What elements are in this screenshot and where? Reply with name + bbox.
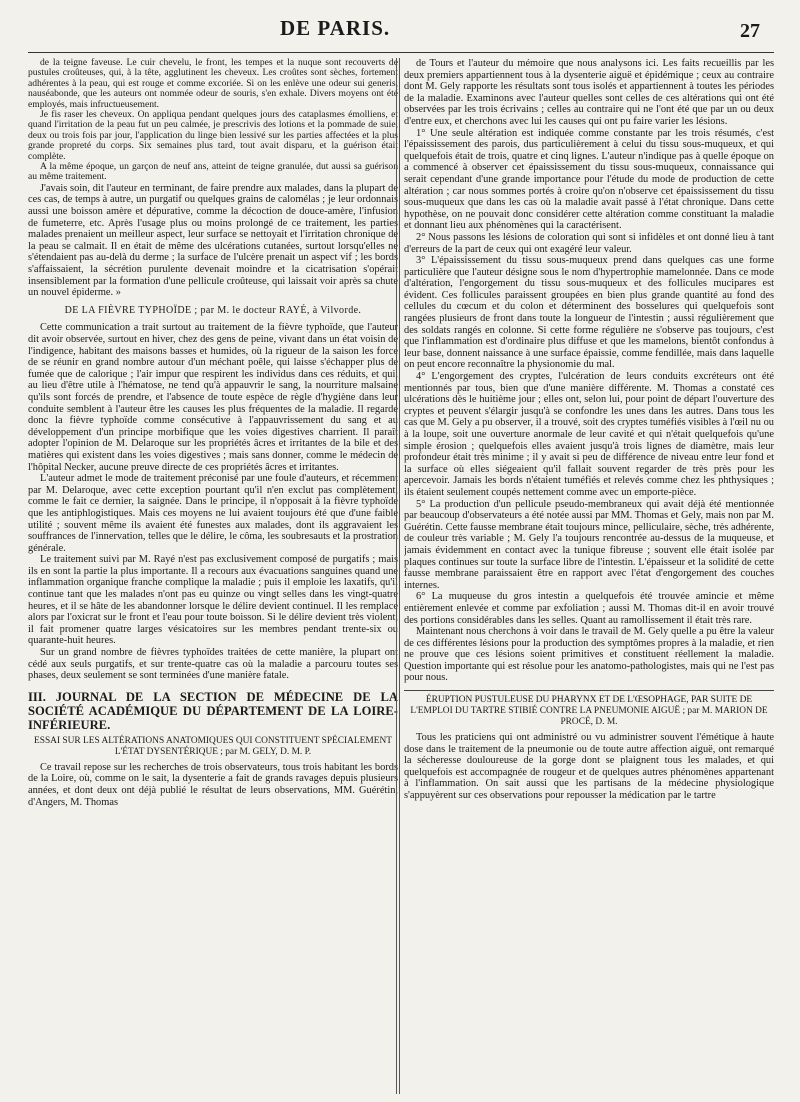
paragraph: de Tours et l'auteur du mémoire que nous analysons ici. Les faits recueillis par les deux premiers appartiennent tous à la dysenterie aiguë et épidémique ; ceux au contraire dont M. Gely rapporte les résultats sont tous isolés et appartiennent à toutes les périodes de la maladie. Examinons avec l'auteur quelles sont celles de ces altérations qui ont été observées par les trois écrivains ; celles au contraire qui ne l'ont été que par un ou deux d'entre eux, et cherchons avec lui les causes qui ont pu faire varier les lésions. [404, 58, 774, 127]
paragraph: 5° La production d'un pellicule pseudo-membraneux qui avait déjà été mentionnée par beaucoup d'observateurs a été notée aussi par MM. Thomas et Gely, mais non par M. Guérétin. Cette fausse membrane était toujours mince, pelliculaire, sèche, très adhérente, de couleur très variable ; M. Gely l'a toujours rencontrée au-dessus de la muqueuse, et jamais évidemment en contact avec la tunique fibreuse ; souvent elle était isolée par plaques continues sur toute la surface libre de l'intestin. L'épaisseur et la solidité de cette fausse membrane paraissaient être en rapport avec l'état d'engorgement des couches internes. [404, 498, 774, 591]
paragraph: Ce travail repose sur les recherches de trois observateurs, tous trois habitant les bords de la Loire, où, comme on le sait, la dysenterie a fait de grands ravages depuis plusieurs années, et dont deux ont déjà publié le résultat de leurs observations, MM. Guérétin, d'Angers, M. Thomas [28, 761, 398, 808]
paragraph: 6° La muqueuse du gros intestin a quelquefois été trouvée amincie et même entièrement enlevée et comme par exfoliation ; aussi M. Thomas dit-il en avoir trouvé des portions considérables dans les selles. Quant au ramollissement il était très rare. [404, 591, 774, 626]
section-heading: DE LA FIÈVRE TYPHOÏDE ; par M. le docteur RAYÉ, à Vilvorde. [64, 304, 362, 316]
paragraph: Maintenant nous cherchons à voir dans le travail de M. Gely quelle a pu être la valeur de ces différentes lésions pour la production des symptômes propres à la maladie, et rien ne prouve que ces lésions soient primitives et constituent réellement la maladie. Question importante qui est résolue pour les anatomo-pathologistes, mais qui ne l'est pas pour nous. [404, 626, 774, 684]
paragraph: L'auteur admet le mode de traitement préconisé par une foule d'auteurs, et récemment par M. Delaroque, avec cette exception pourtant qu'il n'en exclut pas complètement, comme le fait ce dernier, la saignée. Dans le principe, il n'opposait à la fièvre typhoïde que les antiphlogistiques. Mais ces moyens ne lui avaient toujours été que d'une faible utilité ; souvent même ils avaient été funestes aux malades, dont ils aggravaient les souffrances de l'innervation, telles que le délire, le côma, les soubresauts et la prostration générale. [28, 473, 398, 554]
paragraph: 4° L'engorgement des cryptes, l'ulcération de leurs conduits excréteurs ont été mentionnés par tous, bien que d'une manière différente. M. Thomas a constaté ces ulcérations dès le huitième jour ; elles ont, selon lui, pour point de départ l'ouverture des cryptes et peuvent s'élargir jusqu'à se confondre les unes dans les autres. Dans tous les cas que M. Gely a pu observer, il a trouvé, soit des cryptes tuméfiés visibles à l'œil nu ou à la loupe, soit une ouverture anormale de leur cavité et qui n'était quelquefois qu'une simple érosion ; quelquefois elles avaient jusqu'à trois lignes de diamètre, mais leur profondeur était très minime ; il y avait si peu de différence de niveau entre leur fond et la surface où elles siégeaient qu'il fallait souvent regarder de très près pour les apercevoir. Jamais les bords n'étaient tuméfiés et relevés comme chez les phthysiques ; ils étaient seulement coupés nettement comme avec un emporte-pièce. [404, 371, 774, 498]
section-rule [404, 690, 774, 691]
paragraph: A la même époque, un garçon de neuf ans, atteint de teigne granulée, dut aussi sa guérison au même traitement. [28, 161, 398, 183]
journal-running-title: DE PARIS. [280, 16, 391, 40]
left-column [28, 58, 398, 1094]
paragraph: 2° Nous passons les lésions de coloration qui sont si infidèles et ont donné lieu à tant d'erreurs de la part de ceux qui ont exagéré leur valeur. [404, 231, 774, 255]
paragraph: 1° Une seule altération est indiquée comme constante par les trois résumés, c'est l'épaississement des parois, dus particulièrement à celui du tissu sous-muqueux, et qui quelquefois était de trois, quatre et cinq lignes. L'auteur n'indique pas à quelle époque on a commencé à observer cet épaississement du tissu sous-muqueux, connaissance qui serait cependant d'une grande importance pour l'étude du mode de production de cette altération ; car nous sommes portés à croire qu'on n'observe cet épaississement du tissu sous-muqueux que dans les cas où la maladie avait passé à l'état chronique. Dans cette hypothèse, on ne pouvait donc considérer cette altération comme constituant la maladie et donnant lieu aux phénomènes qui la caractérisent. [404, 127, 774, 232]
journal-section-title: III. JOURNAL DE LA SECTION DE MÉDECINE DE LA SOCIÉTÉ ACADÉMIQUE DU DÉPARTEMENT DE LA LOIRE-INFÉRIEURE. [28, 689, 398, 732]
paragraph: Je fis raser les cheveux. On appliqua pendant quelques jours des cataplasmes émolliens, et quand l'irritation de la peau fut un peu calmée, je prescrivis des lotions et la pommade de suie, deux ou trois fois par jour, l'application du linge bien lessivé sur les parties affectées et la plus grande propreté du corps. Six semaines plus tard, tout avait disparu, et la guérison était complète. [28, 109, 398, 162]
article-title: ÉRUPTION PUSTULEUSE DU PHARYNX ET DE L'ŒSOPHAGE, PAR SUITE DE L'EMPLOI DU TARTRE STIBIÉ CONTRE LA PNEUMONIE AIGUË ; par M. MARION DE PROCÉ, D. M. [410, 695, 768, 728]
paragraph: de la teigne faveuse. Le cuir chevelu, le front, les tempes et la nuque sont recouverts de pustules croûteuses, qui, à la tête, agglutinent les cheveux. Les croûtes sont sèches, fortement adhérentes à la peau, qui est rouge et comme excoriée. Si on les enlève une odeur sui generis, nauséabonde, que les auteurs ont nommée odeur de souris, s'en exhale. Divers moyens ont été employés, mais infructueusement. [28, 58, 398, 110]
paragraph: Cette communication a trait surtout au traitement de la fièvre typhoïde, que l'auteur dit avoir observée, surtout en hiver, chez des gens de peine, vivant dans un état voisin de l'indigence, habitant des maisons basses et humides, où la rigueur de la saison les force de se réunir en grand nombre autour d'un méchant poêle, qui laisse s'échapper plus de fumée que de calorique ; l'air impur que respirent les individus dans ces réduits, et qui, au lieu d'être utile à l'hématose, ne tend qu'à appauvrir le sang, la nourriture malsaine qu'ils sont forcés de prendre, et l'absence de toute espèce de règle d'hygiène dans leur conduite semblent à l'auteur être les causes les plus fréquentes de la maladie. Il regarde donc la fièvre typhoïde comme consécutive à l'appauvrissement du sang et au développement d'un principe morbifique que les voies digestives charrient. Il paraît adopter l'opinion de M. Delaroque sur les propriétés âcres et irritantes de la bile et des matières qui existent dans les voies digestives ; mais sans donner, comme le médecin de l'hôpital Necker, aucune preuve directe de ces propriétés âcres et irritantes. [28, 322, 398, 473]
paragraph: 3° L'épaississement du tissu sous-muqueux prend dans quelques cas une forme particulière que l'auteur désigne sous le nom d'hypertrophie mamelonnée. Dans ce mode d'altération, l'engorgement du tissu sous-muqueux et des follicules mucipares est évident. Ces follicules paraissent groupées en bien plus grande quantité au fond des cellules du cœcum et du colon et déterminent des bosselures qui quelquefois sont rangées plusieurs de front dans toute la longueur de l'intestin ; aussi régulièrement que des soldats rangés en colonne. Si cette forme régulière ne s'observe pas toujours, c'est que l'inflammation est d'ordinaire plus diffuse et que les mamelons, bientôt confondus à leur base, donnent naissance à une surface épaissie, comme fendillée, mais dans laquelle on peut encore reconnaître la physionomie du mal. [404, 255, 774, 371]
page-header [0, 0, 800, 48]
header-rule [28, 52, 774, 53]
paragraph: J'avais soin, dit l'auteur en terminant, de faire prendre aux malades, dans la plupart de ces cas, de temps à autre, un purgatif ou quelques grains de calomélas ; je leur ordonnais aussi une boisson amère et dépurative, comme la décoction de douce-amère, l'infusion de fumeterre, etc. Après l'usage plus ou moins prolongé de ce traitement, les parties malades prenaient un meilleur aspect, leur surface se nettoyait et l'irritation chronique de la peau se calmait. Il en était de même des ulcérations cutanées, surtout lorsqu'elles ne s'étendaient pas au-delà du derme ; la surface de l'ulcère prenait un aspect vif ; les bords s'affaissaient, la sécrétion purulente devenait moindre et la cicatrisation s'opérait insensiblement par la formation d'une pellicule croûteuse, qui laissait voir après sa chute un nouvel épiderme. » [28, 182, 398, 299]
essay-title: ESSAI SUR LES ALTÉRATIONS ANATOMIQUES QUI CONSTITUENT SPÉCIALEMENT L'ÉTAT DYSENTÉRIQUE ; par M. GELY, D. M. P. [34, 735, 392, 757]
right-column [404, 58, 774, 1094]
paragraph: Sur un grand nombre de fièvres typhoïdes traitées de cette manière, la plupart ont cédé aux seuls purgatifs, et sur trente-quatre cas où la maladie a parcouru toutes ses phases, deux seulement se sont terminées d'une manière fatale. [28, 647, 398, 682]
column-divider [399, 58, 400, 1094]
paragraph: Tous les praticiens qui ont administré ou vu administrer souvent l'émétique à haute dose dans le traitement de la pneumonie ou de toute autre affection aiguë, ont remarqué la sécheresse douloureuse de la gorge dont se plaignent tous les malades, et qui quelquefois est accompagnée de rougeur et de quelques autres phénomènes appartenant à l'inflammation. On sait aussi que les partisans de la médecine physiologique s'appuyèrent sur ces observations pour repousser la médication par le tartre [404, 732, 774, 802]
column-divider [396, 58, 397, 1094]
page-number: 27 [740, 20, 760, 42]
paragraph: Le traitement suivi par M. Rayé n'est pas exclusivement composé de purgatifs ; mais ils en sont la partie la plus importante. Il a recours aux évacuations sanguines quand une inflammation organique franche complique la maladie ; puis il emploie les laxatifs, qu'il continue tant que les malades n'ont pas eu quinze ou vingt selles dans les vingt-quatre heures, et il se hâte de les abandonner lorsque le délire devient continuel. Il les remplace alors par l'oxicrat sur le front et l'eau pour toute boisson. Si le délire devient très violent, il fait promener quatre larges vésicatoires sur les membres pendant trente-six ou quarante-huit heures. [28, 554, 398, 647]
